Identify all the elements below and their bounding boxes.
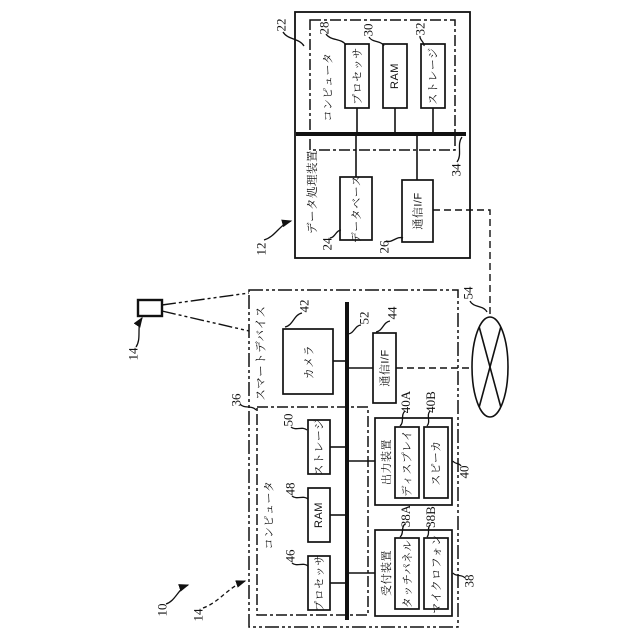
sd-device-title — [249, 305, 271, 400]
sd-processor-label — [308, 556, 330, 610]
sd-camera-label-text: カメラ — [303, 344, 315, 379]
ref-14-icon — [125, 341, 141, 367]
ref-38B-text: 38B — [423, 506, 439, 528]
ref-28 — [316, 15, 332, 41]
ref-50-text: 50 — [280, 413, 295, 427]
dp-computer-label-text: コンピュータ — [322, 52, 334, 121]
ref-40A — [397, 387, 415, 417]
ref-14-box-text: 14 — [190, 608, 205, 622]
sd-display-label — [395, 427, 419, 498]
sd-processor-label-text: プロセッサ — [314, 554, 326, 612]
ref-40 — [456, 459, 472, 485]
ref-44-text: 44 — [384, 306, 399, 320]
ref-22-text: 22 — [273, 18, 288, 32]
ref-52 — [356, 305, 372, 331]
ref-42-text: 42 — [296, 299, 311, 313]
ref-46 — [282, 543, 298, 569]
ref-12 — [253, 236, 269, 262]
ref-36 — [228, 387, 244, 413]
ref-24 — [319, 231, 335, 257]
ref-40B — [422, 387, 440, 417]
ref-34 — [448, 157, 464, 183]
dp-device-title — [299, 148, 325, 236]
ref-10-text: 10 — [154, 603, 169, 617]
ref-54 — [460, 280, 476, 306]
ref-52-text: 52 — [356, 311, 371, 325]
ref-36-text: 36 — [228, 393, 243, 407]
ref-42 — [296, 293, 312, 319]
ref-24-text: 24 — [319, 237, 334, 251]
sd-touch-panel-label — [395, 538, 419, 609]
dp-comm-if-label — [402, 180, 433, 242]
dp-processor-label-text: プロセッサ — [352, 47, 364, 105]
ref-34-text: 34 — [448, 163, 463, 177]
ref-26 — [376, 234, 392, 260]
ref-28-text: 28 — [316, 21, 331, 35]
ref-46-text: 46 — [282, 549, 297, 563]
sd-storage-label-text: ストレージ — [314, 418, 326, 476]
sd-speaker-label — [424, 427, 448, 498]
device-icon-group — [138, 293, 249, 331]
enlargement-wedge-lines — [162, 293, 249, 331]
sd-ram-label-text: RAM — [313, 502, 326, 528]
sd-comm-if-label-text: 通信I/F — [379, 349, 392, 387]
ref-26-text: 26 — [376, 240, 391, 254]
ref-22 — [273, 12, 289, 38]
ref-50 — [280, 407, 296, 433]
ref-40A-text: 40A — [398, 390, 414, 414]
sd-comm-if-label — [373, 333, 396, 403]
ref-14-box — [190, 602, 206, 628]
sd-reception-label-text: 受付装置 — [381, 550, 393, 596]
ref-30-text: 30 — [360, 23, 375, 37]
dp-ram-label-text: RAM — [389, 63, 402, 89]
sd-output-label — [377, 420, 395, 504]
ref-32-text: 32 — [412, 22, 427, 36]
sd-touch-panel-label-text: タッチパネル — [402, 539, 414, 608]
leader-line — [203, 581, 245, 608]
sd-microphone-label — [424, 533, 448, 614]
dp-processor-label — [345, 44, 369, 108]
ref-44 — [384, 300, 400, 326]
sd-computer-label — [257, 470, 279, 560]
ref-40-text: 40 — [456, 465, 471, 479]
ref-38A-text: 38A — [398, 504, 414, 528]
dp-connectors — [356, 108, 433, 180]
ref-12-text: 12 — [253, 242, 268, 256]
ref-38B — [422, 502, 440, 532]
dp-database-label — [340, 174, 372, 243]
ref-32 — [412, 16, 428, 42]
dp-storage-label-text: ストレージ — [428, 47, 440, 105]
dp-database-label-text: データベース — [351, 174, 364, 243]
ref-38-text: 38 — [461, 574, 476, 588]
sd-storage-label — [308, 420, 330, 474]
dp-ram-label — [383, 44, 407, 108]
ref-38A — [397, 501, 415, 531]
ref-40B-text: 40B — [423, 391, 439, 413]
sd-camera-label — [283, 329, 333, 394]
ref-38 — [461, 568, 477, 594]
network-icon — [472, 317, 508, 417]
ref-54-text: 54 — [460, 286, 475, 300]
ref-48 — [282, 476, 298, 502]
sd-output-label-text: 出力装置 — [381, 439, 393, 485]
dp-comm-if-label-text: 通信I/F — [412, 192, 425, 230]
sd-display-label-text: ディスプレイ — [402, 428, 415, 497]
sd-reception-label — [377, 532, 395, 614]
sd-ram-label — [308, 488, 330, 542]
dp-computer-label — [316, 49, 338, 124]
sd-device-title-text: スマートデバイス — [255, 305, 267, 400]
sd-computer-label-text: コンピュータ — [263, 480, 275, 550]
ref-10 — [154, 597, 170, 623]
sd-speaker-label-text: スピーカ — [431, 439, 443, 486]
sd-microphone-label-text: マイクロフォン — [431, 533, 444, 614]
ref-48-text: 48 — [282, 482, 297, 496]
ref-14-icon-text: 14 — [125, 347, 140, 361]
dp-device-title-text: データ処理装置 — [307, 150, 319, 234]
ref-30 — [360, 17, 376, 43]
device-icon — [138, 300, 162, 316]
dp-storage-label — [421, 44, 445, 108]
